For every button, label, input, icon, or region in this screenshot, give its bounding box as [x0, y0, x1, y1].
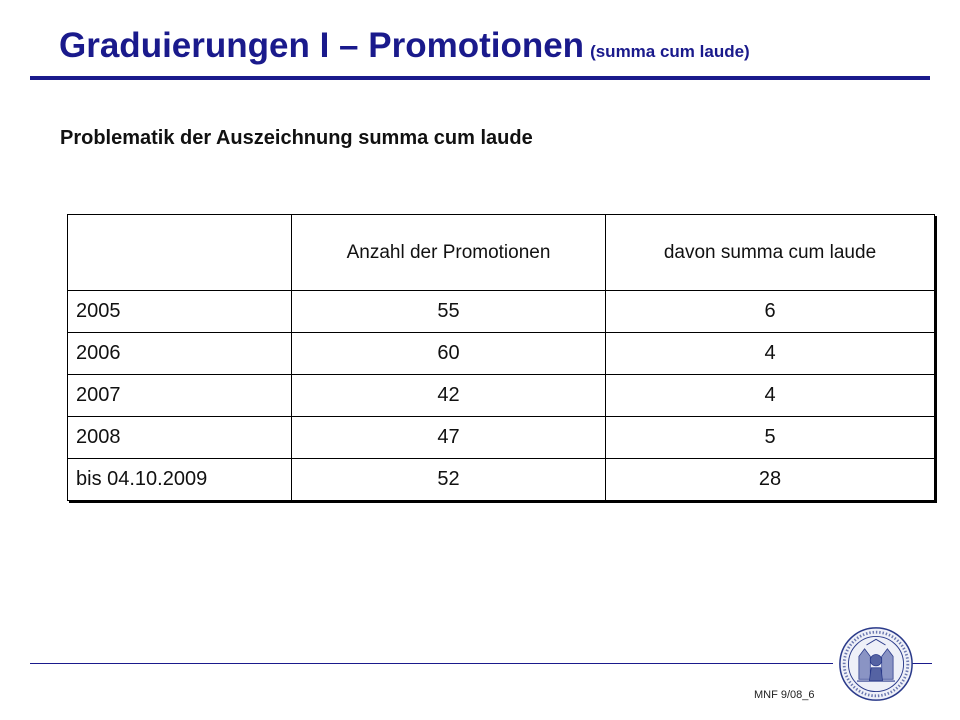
year-cell: 2008: [68, 417, 292, 459]
table-row: [68, 375, 935, 417]
header-cell-summa: davon summa cum laude: [606, 215, 935, 291]
year-cell: bis 04.10.2009: [68, 459, 292, 501]
slide-title-suffix: (summa cum laude): [590, 42, 750, 61]
header-cell-empty: [68, 215, 292, 291]
promotions-table-container: [67, 214, 935, 501]
header-cell-count: Anzahl der Promotionen: [292, 215, 606, 291]
summa-cell: 5: [606, 417, 935, 459]
table-row: [68, 417, 935, 459]
year-cell: 2007: [68, 375, 292, 417]
summa-cell: 28: [606, 459, 935, 501]
count-cell: 60: [292, 333, 606, 375]
footer-divider-right: [912, 663, 932, 664]
university-seal-icon: [838, 626, 914, 702]
table-row: [68, 333, 935, 375]
year-cell: 2005: [68, 291, 292, 333]
promotions-table: [67, 214, 935, 501]
count-cell: 47: [292, 417, 606, 459]
summa-cell: 4: [606, 333, 935, 375]
footer-divider-left: [30, 663, 833, 664]
count-cell: 42: [292, 375, 606, 417]
slide-title-main: Graduierungen I – Promotionen: [59, 26, 585, 65]
count-cell: 55: [292, 291, 606, 333]
summa-cell: 6: [606, 291, 935, 333]
table-row: [68, 459, 935, 501]
count-cell: 52: [292, 459, 606, 501]
table-row: [68, 291, 935, 333]
subheading: Problematik der Auszeichnung summa cum laude: [60, 127, 533, 149]
footer-slide-code: MNF 9/08_6: [754, 689, 815, 701]
slide-title: [59, 26, 750, 66]
table-header-row: [68, 215, 935, 291]
title-underline: [30, 76, 930, 80]
year-cell: 2006: [68, 333, 292, 375]
summa-cell: 4: [606, 375, 935, 417]
